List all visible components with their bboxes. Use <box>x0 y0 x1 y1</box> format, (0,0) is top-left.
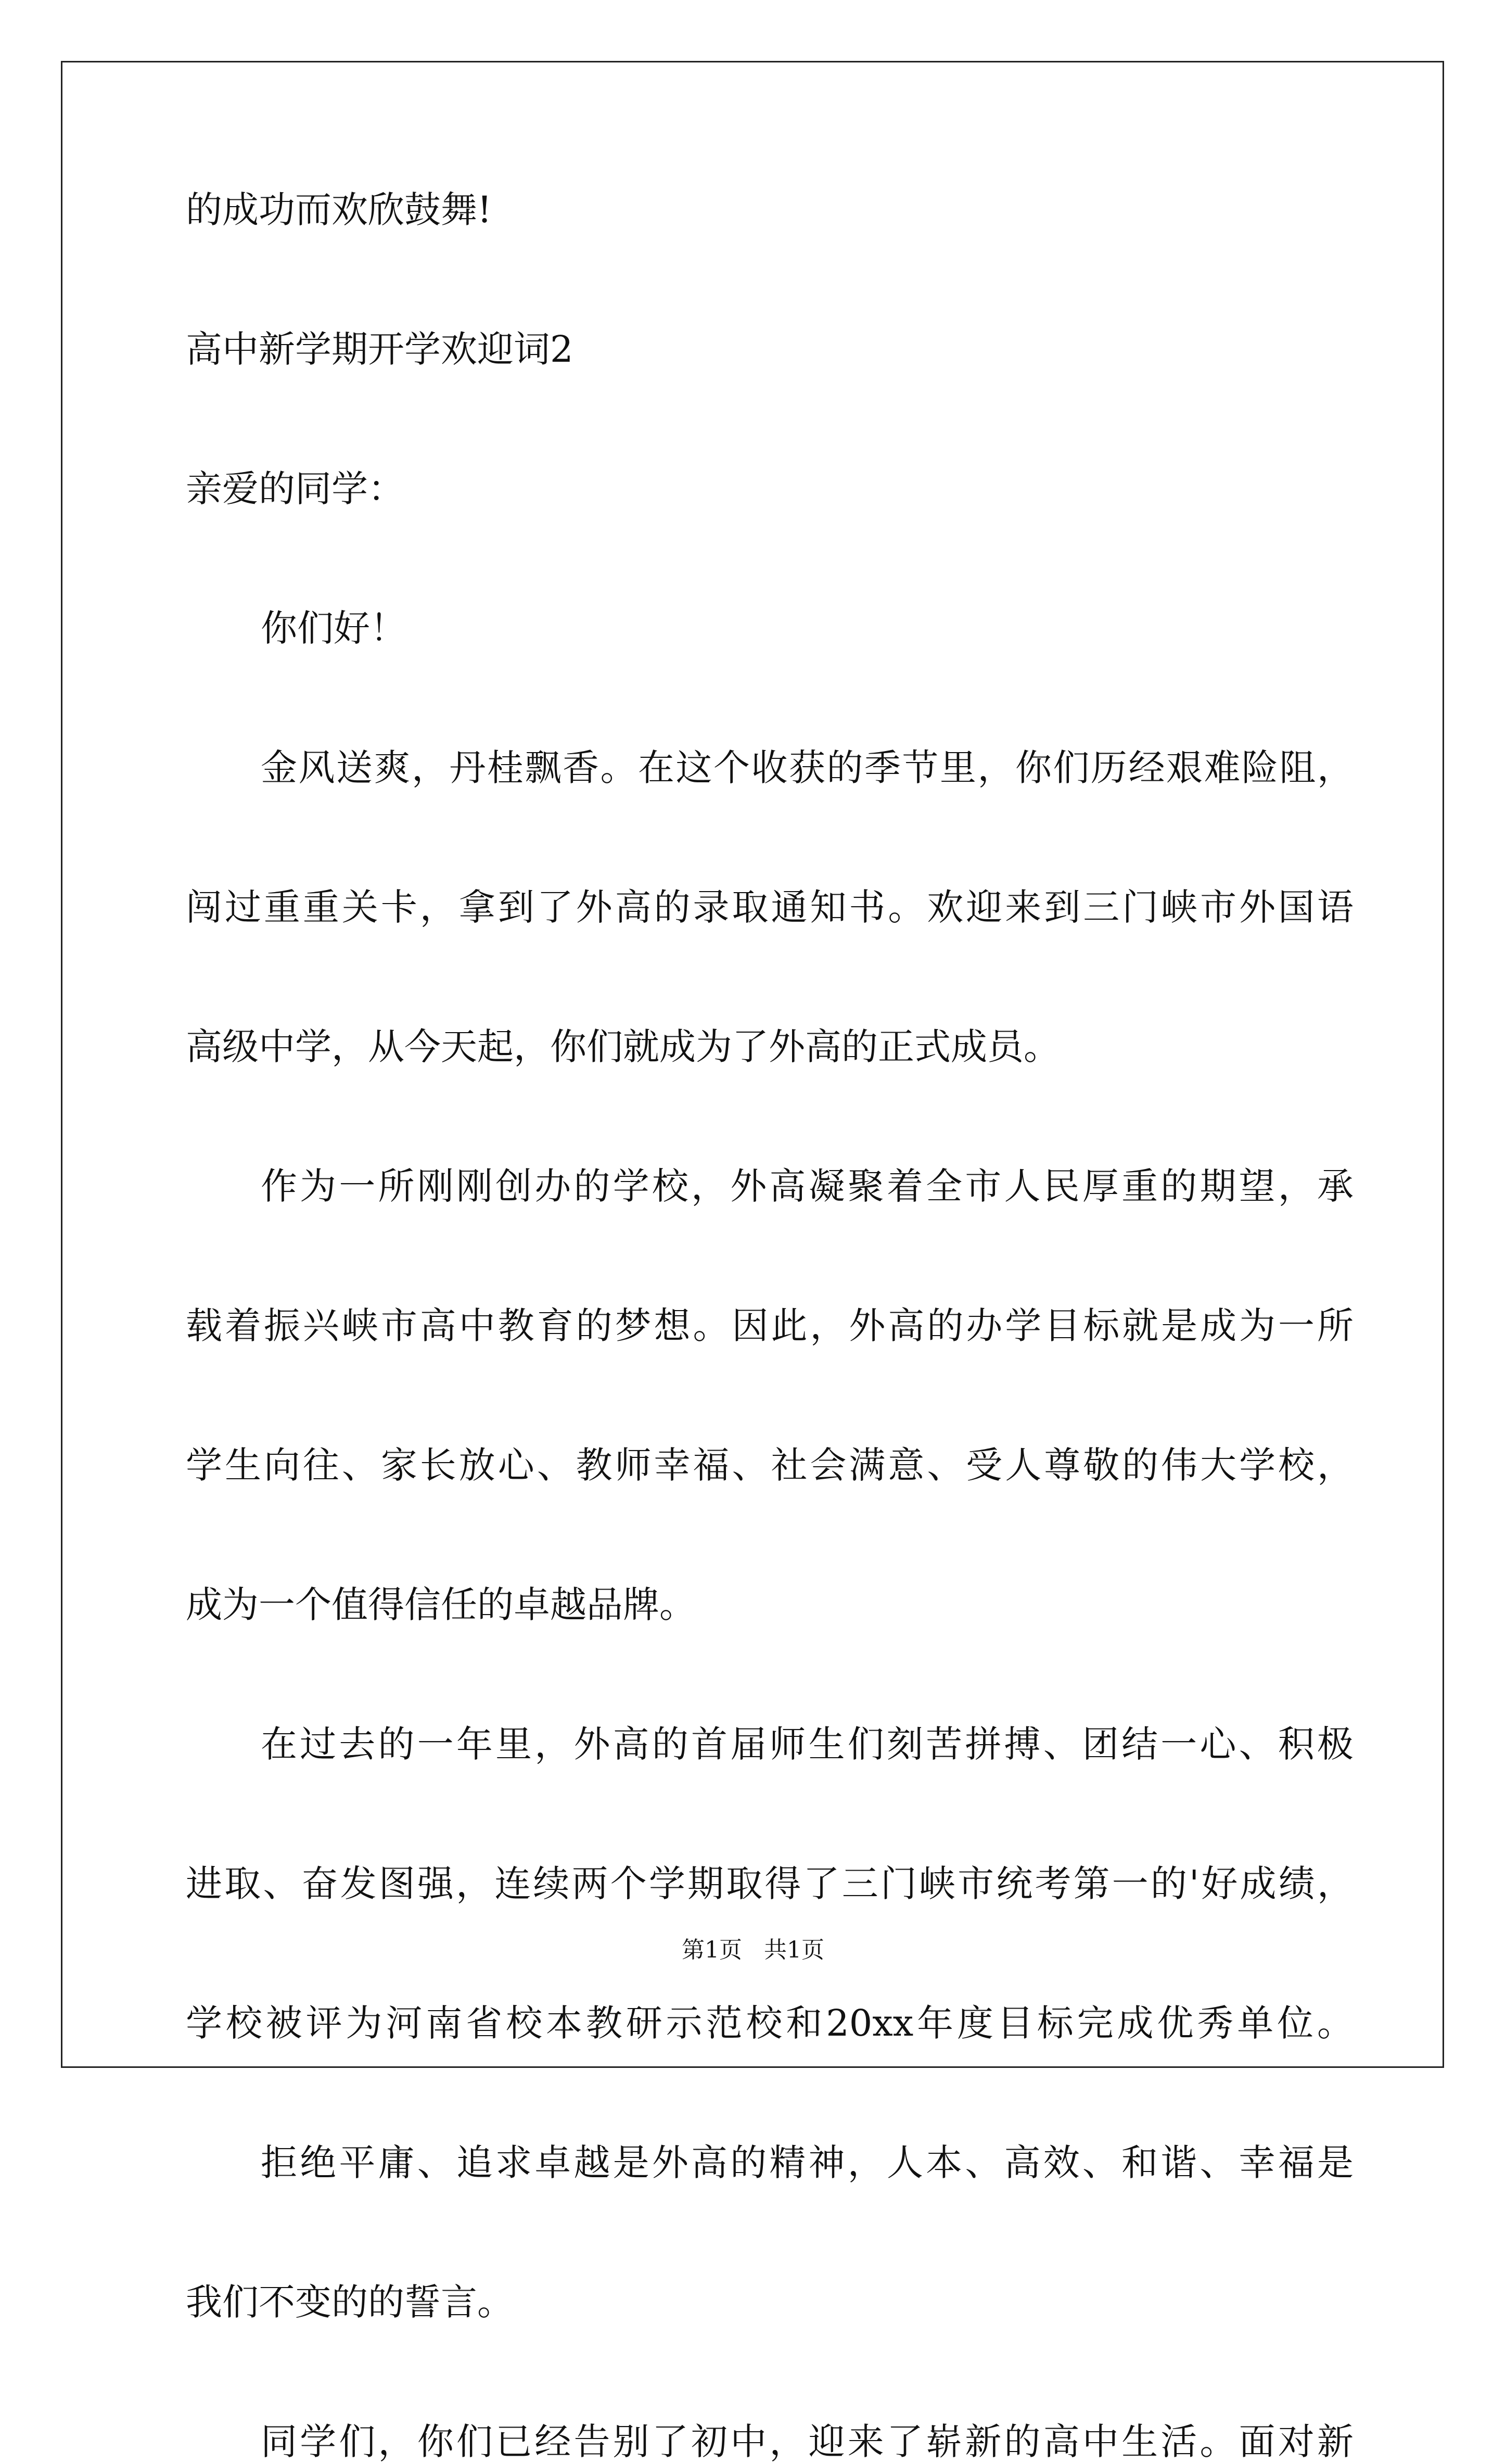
page-total: 共1页 <box>764 1937 824 1963</box>
text-line: 拒绝平庸、追求卓越是外高的精神，人本、高效、和谐、幸福是 <box>261 2141 1354 2184</box>
text-line: 闯过重重关卡，拿到了外高的录取通知书。欢迎来到三门峡市外国语 <box>186 886 1354 929</box>
text-line: 成为一个值得信任的卓越品牌。 <box>186 1583 696 1626</box>
page-number: 第1页 <box>682 1937 742 1963</box>
text-line: 的成功而欢欣鼓舞! <box>186 188 492 231</box>
text-line: 载着振兴峡市高中教育的梦想。因此，外高的办学目标就是成为一所 <box>186 1304 1354 1347</box>
text-line: 进取、奋发图强，连续两个学期取得了三门峡市统考第一的'好成绩， <box>186 1862 1354 1905</box>
text-line: 高级中学，从今天起，你们就成为了外高的正式成员。 <box>186 1025 1060 1068</box>
text-line: 同学们，你们已经告别了初中，迎来了崭新的高中生活。面对新 <box>261 2420 1354 2463</box>
text-line: 我们不变的的誓言。 <box>186 2281 514 2323</box>
salutation: 亲爱的同学： <box>186 467 404 510</box>
text-line: 作为一所刚刚创办的学校，外高凝聚着全市人民厚重的期望，承 <box>261 1165 1354 1208</box>
text-line: 金风送爽，丹桂飘香。在这个收获的季节里，你们历经艰难险阻， <box>261 746 1354 789</box>
section-heading: 高中新学期开学欢迎词2 <box>186 328 573 371</box>
text-line: 学生向往、家长放心、教师幸福、社会满意、受人尊敬的伟大学校， <box>186 1444 1354 1487</box>
text-line: 在过去的一年里，外高的首届师生们刻苦拼搏、团结一心、积极 <box>261 1723 1354 1766</box>
document-body <box>186 187 1354 2464</box>
text-line: 学校被评为河南省校本教研示范校和20xx年度目标完成优秀单位。 <box>186 2002 1354 2044</box>
page-footer <box>0 1936 1506 1965</box>
greeting: 你们好！ <box>261 607 406 650</box>
